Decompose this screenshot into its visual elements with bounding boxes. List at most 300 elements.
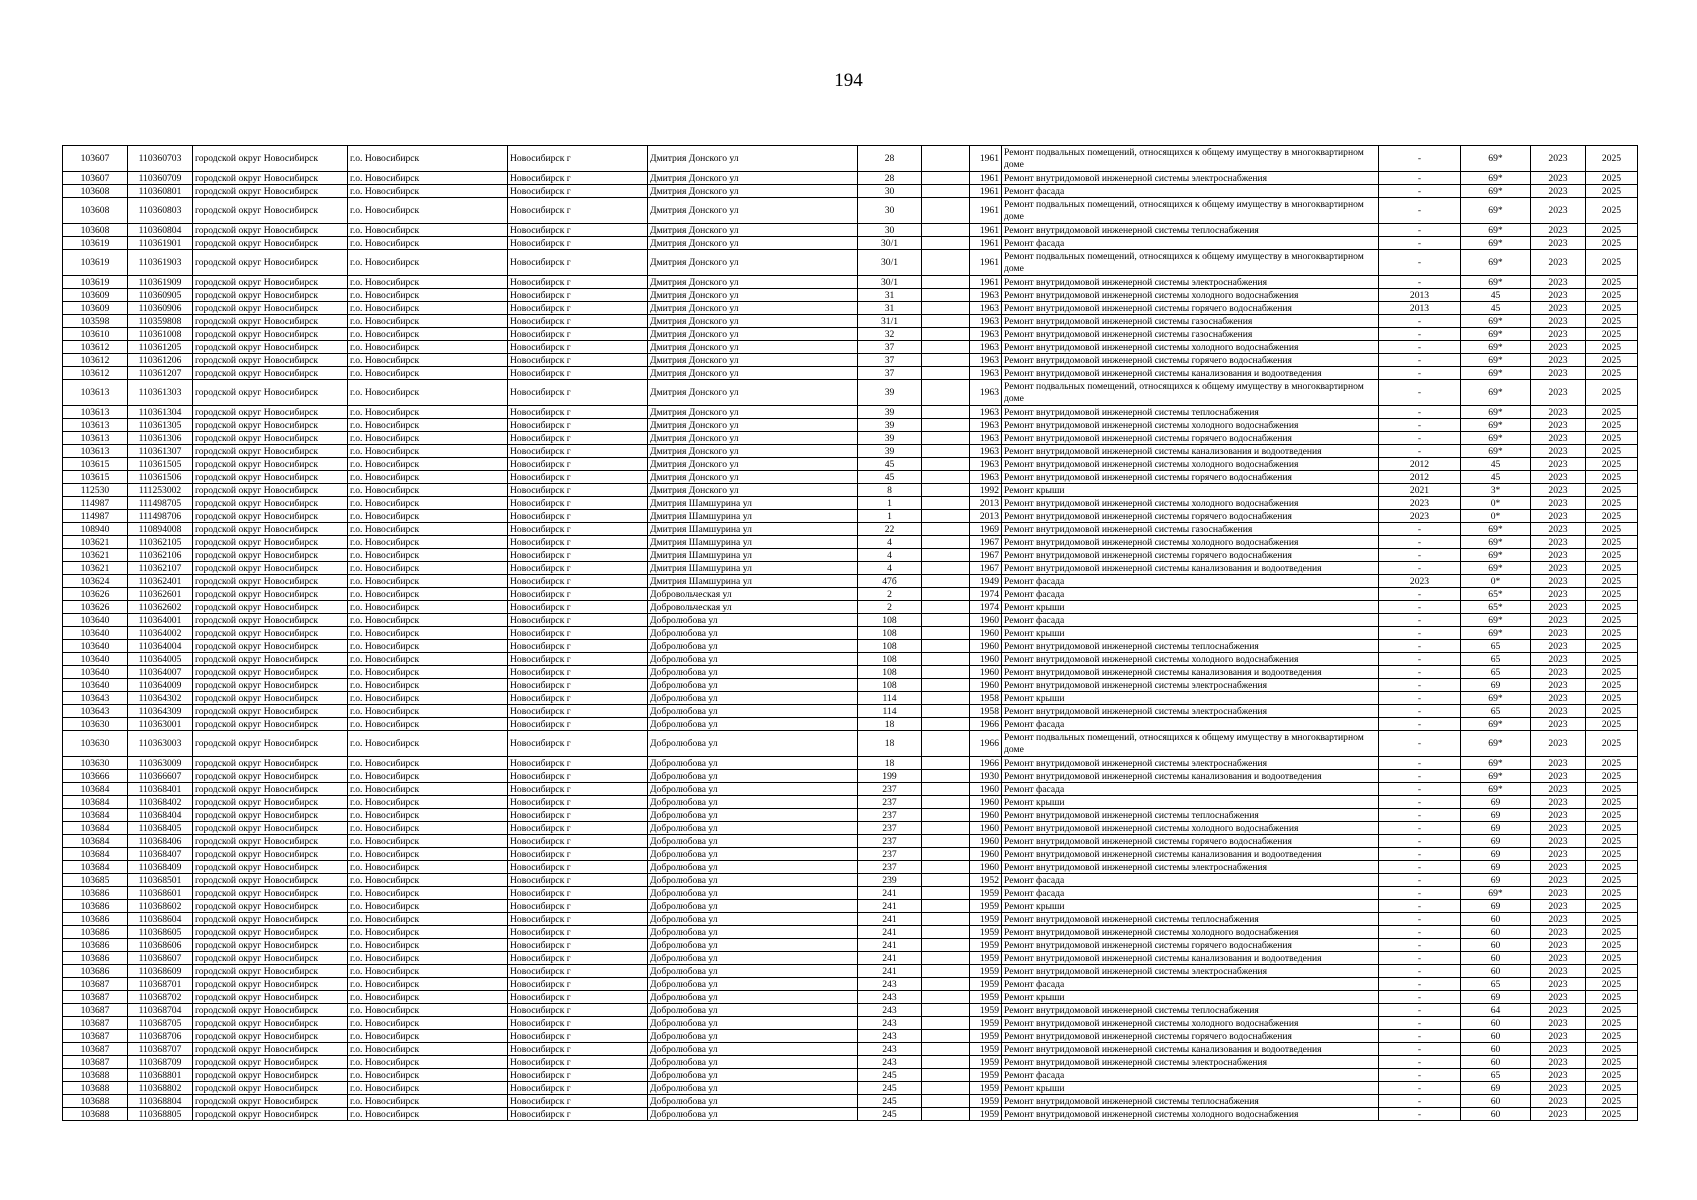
cell-house-id: 103612 (63, 367, 128, 380)
cell-plan-start: 2023 (1531, 1082, 1586, 1095)
cell-house-number: 39 (858, 432, 922, 445)
cell-street: Дмитрия Донского ул (648, 445, 858, 458)
cell-plan-start: 2023 (1531, 380, 1586, 406)
cell-wear: 69* (1461, 224, 1531, 237)
cell-street: Добролюбова ул (648, 796, 858, 809)
cell-house-number: 243 (858, 991, 922, 1004)
cell-house-id: 103619 (63, 276, 128, 289)
cell-house-id: 103688 (63, 1069, 128, 1082)
cell-year-built: 1963 (970, 367, 1002, 380)
cell-street: Добролюбова ул (648, 874, 858, 887)
cell-plan-end: 2025 (1586, 705, 1638, 718)
cell-blank (922, 1043, 970, 1056)
cell-house-number: 245 (858, 1095, 922, 1108)
cell-work-type: Ремонт крыши (1002, 627, 1379, 640)
cell-plan-end: 2025 (1586, 1108, 1638, 1121)
cell-house-number: 30 (858, 185, 922, 198)
cell-work-type: Ремонт фасада (1002, 718, 1379, 731)
cell-work-id: 110368402 (128, 796, 193, 809)
cell-locality: Новосибирск г (508, 1056, 648, 1069)
cell-house-id: 103640 (63, 640, 128, 653)
cell-year-built: 1960 (970, 861, 1002, 874)
cell-plan-end: 2025 (1586, 484, 1638, 497)
cell-municipality: городской округ Новосибирск (193, 146, 348, 172)
cell-house-id: 103613 (63, 406, 128, 419)
table-row (63, 276, 1638, 289)
cell-plan-start: 2023 (1531, 510, 1586, 523)
cell-work-type: Ремонт подвальных помещений, относящихся к общему имуществу в многоквартирном доме (1002, 380, 1379, 406)
cell-municipality: городской округ Новосибирск (193, 978, 348, 991)
table-row (63, 406, 1638, 419)
cell-municipality: городской округ Новосибирск (193, 757, 348, 770)
cell-plan-end: 2025 (1586, 1030, 1638, 1043)
cell-wear: 65 (1461, 705, 1531, 718)
cell-last-repair: - (1379, 1043, 1461, 1056)
cell-wear: 69* (1461, 432, 1531, 445)
cell-blank (922, 471, 970, 484)
cell-last-repair: - (1379, 1069, 1461, 1082)
cell-municipal-unit: г.о. Новосибирск (348, 653, 508, 666)
cell-last-repair: 2023 (1379, 575, 1461, 588)
cell-plan-end: 2025 (1586, 1004, 1638, 1017)
cell-house-number: 30 (858, 224, 922, 237)
cell-house-number: 241 (858, 913, 922, 926)
cell-wear: 0* (1461, 497, 1531, 510)
cell-year-built: 1963 (970, 406, 1002, 419)
table-row (63, 705, 1638, 718)
cell-blank (922, 1017, 970, 1030)
cell-wear: 69* (1461, 549, 1531, 562)
cell-street: Добролюбова ул (648, 783, 858, 796)
cell-locality: Новосибирск г (508, 458, 648, 471)
cell-municipal-unit: г.о. Новосибирск (348, 796, 508, 809)
cell-municipality: городской округ Новосибирск (193, 991, 348, 1004)
cell-municipality: городской округ Новосибирск (193, 458, 348, 471)
cell-house-number: 245 (858, 1082, 922, 1095)
cell-plan-end: 2025 (1586, 185, 1638, 198)
cell-work-id: 110368604 (128, 913, 193, 926)
cell-wear: 69* (1461, 237, 1531, 250)
table-row (63, 822, 1638, 835)
cell-street: Добролюбова ул (648, 653, 858, 666)
cell-work-id: 110368609 (128, 965, 193, 978)
cell-locality: Новосибирск г (508, 991, 648, 1004)
cell-municipal-unit: г.о. Новосибирск (348, 1004, 508, 1017)
table-row (63, 679, 1638, 692)
cell-wear: 69* (1461, 562, 1531, 575)
cell-plan-start: 2023 (1531, 523, 1586, 536)
cell-last-repair: - (1379, 887, 1461, 900)
cell-municipal-unit: г.о. Новосибирск (348, 809, 508, 822)
cell-municipality: городской округ Новосибирск (193, 341, 348, 354)
cell-plan-start: 2023 (1531, 1030, 1586, 1043)
cell-last-repair: - (1379, 848, 1461, 861)
page-number: 194 (834, 70, 863, 91)
cell-plan-end: 2025 (1586, 731, 1638, 757)
cell-house-number: 243 (858, 1056, 922, 1069)
cell-blank (922, 289, 970, 302)
cell-house-id: 103686 (63, 913, 128, 926)
cell-wear: 69* (1461, 315, 1531, 328)
cell-street: Добролюбова ул (648, 887, 858, 900)
cell-work-id: 110364004 (128, 640, 193, 653)
cell-locality: Новосибирск г (508, 1043, 648, 1056)
cell-wear: 69* (1461, 146, 1531, 172)
cell-work-type: Ремонт внутридомовой инженерной системы холодного водоснабжения (1002, 497, 1379, 510)
cell-plan-end: 2025 (1586, 1095, 1638, 1108)
cell-street: Дмитрия Донского ул (648, 458, 858, 471)
cell-locality: Новосибирск г (508, 1082, 648, 1095)
cell-last-repair: 2023 (1379, 510, 1461, 523)
cell-work-type: Ремонт внутридомовой инженерной системы горячего водоснабжения (1002, 510, 1379, 523)
cell-street: Добролюбова ул (648, 627, 858, 640)
cell-wear: 69* (1461, 198, 1531, 224)
cell-year-built: 1969 (970, 523, 1002, 536)
cell-municipal-unit: г.о. Новосибирск (348, 588, 508, 601)
cell-municipality: городской округ Новосибирск (193, 172, 348, 185)
cell-house-number: 18 (858, 731, 922, 757)
cell-locality: Новосибирск г (508, 666, 648, 679)
cell-house-id: 103687 (63, 1043, 128, 1056)
cell-house-number: 4 (858, 536, 922, 549)
cell-street: Добролюбова ул (648, 757, 858, 770)
table-row (63, 549, 1638, 562)
cell-municipal-unit: г.о. Новосибирск (348, 562, 508, 575)
cell-street: Добролюбова ул (648, 614, 858, 627)
cell-house-number: 243 (858, 1043, 922, 1056)
cell-plan-start: 2023 (1531, 796, 1586, 809)
cell-blank (922, 146, 970, 172)
cell-locality: Новосибирск г (508, 445, 648, 458)
cell-locality: Новосибирск г (508, 419, 648, 432)
cell-plan-end: 2025 (1586, 835, 1638, 848)
cell-municipality: городской округ Новосибирск (193, 1108, 348, 1121)
cell-street: Добролюбова ул (648, 939, 858, 952)
cell-municipality: городской округ Новосибирск (193, 445, 348, 458)
cell-wear: 69* (1461, 523, 1531, 536)
cell-plan-start: 2023 (1531, 250, 1586, 276)
cell-work-type: Ремонт внутридомовой инженерной системы электроснабжения (1002, 861, 1379, 874)
cell-house-number: 47б (858, 575, 922, 588)
cell-work-type: Ремонт фасада (1002, 614, 1379, 627)
cell-blank (922, 1056, 970, 1069)
cell-last-repair: - (1379, 783, 1461, 796)
cell-municipal-unit: г.о. Новосибирск (348, 1082, 508, 1095)
cell-municipality: городской округ Новосибирск (193, 380, 348, 406)
cell-house-id: 103684 (63, 822, 128, 835)
cell-house-id: 103626 (63, 601, 128, 614)
table-row (63, 198, 1638, 224)
cell-work-id: 110360906 (128, 302, 193, 315)
cell-locality: Новосибирск г (508, 887, 648, 900)
cell-street: Дмитрия Донского ул (648, 276, 858, 289)
cell-work-type: Ремонт внутридомовой инженерной системы теплоснабжения (1002, 406, 1379, 419)
cell-last-repair: - (1379, 679, 1461, 692)
cell-street: Добролюбова ул (648, 848, 858, 861)
cell-municipality: городской округ Новосибирск (193, 913, 348, 926)
cell-municipal-unit: г.о. Новосибирск (348, 224, 508, 237)
cell-locality: Новосибирск г (508, 718, 648, 731)
cell-locality: Новосибирск г (508, 1095, 648, 1108)
table-row (63, 887, 1638, 900)
cell-wear: 65 (1461, 653, 1531, 666)
cell-house-id: 103686 (63, 952, 128, 965)
cell-street: Добролюбова ул (648, 978, 858, 991)
cell-wear: 69 (1461, 874, 1531, 887)
cell-blank (922, 1095, 970, 1108)
cell-municipality: городской округ Новосибирск (193, 484, 348, 497)
cell-street: Добролюбова ул (648, 965, 858, 978)
cell-municipal-unit: г.о. Новосибирск (348, 887, 508, 900)
cell-plan-start: 2023 (1531, 627, 1586, 640)
cell-house-id: 103687 (63, 1004, 128, 1017)
cell-house-id: 103687 (63, 978, 128, 991)
cell-plan-start: 2023 (1531, 1017, 1586, 1030)
cell-house-id: 103640 (63, 627, 128, 640)
cell-house-id: 103613 (63, 380, 128, 406)
cell-last-repair: - (1379, 276, 1461, 289)
cell-plan-start: 2023 (1531, 731, 1586, 757)
cell-wear: 69* (1461, 887, 1531, 900)
cell-work-type: Ремонт внутридомовой инженерной системы холодного водоснабжения (1002, 653, 1379, 666)
cell-plan-start: 2023 (1531, 1043, 1586, 1056)
cell-year-built: 1966 (970, 718, 1002, 731)
cell-municipality: городской округ Новосибирск (193, 562, 348, 575)
cell-house-number: 241 (858, 887, 922, 900)
cell-house-number: 37 (858, 354, 922, 367)
cell-year-built: 1960 (970, 809, 1002, 822)
cell-year-built: 1963 (970, 289, 1002, 302)
cell-house-id: 103687 (63, 1030, 128, 1043)
cell-municipality: городской округ Новосибирск (193, 601, 348, 614)
cell-year-built: 1960 (970, 627, 1002, 640)
cell-blank (922, 1004, 970, 1017)
cell-year-built: 1960 (970, 835, 1002, 848)
cell-municipality: городской округ Новосибирск (193, 1056, 348, 1069)
cell-plan-start: 2023 (1531, 289, 1586, 302)
cell-blank (922, 224, 970, 237)
cell-blank (922, 172, 970, 185)
cell-blank (922, 497, 970, 510)
cell-plan-start: 2023 (1531, 718, 1586, 731)
cell-locality: Новосибирск г (508, 861, 648, 874)
cell-house-number: 31 (858, 289, 922, 302)
cell-blank (922, 484, 970, 497)
cell-year-built: 2013 (970, 497, 1002, 510)
cell-municipal-unit: г.о. Новосибирск (348, 692, 508, 705)
cell-work-id: 110361505 (128, 458, 193, 471)
cell-locality: Новосибирск г (508, 1004, 648, 1017)
cell-last-repair: - (1379, 1030, 1461, 1043)
cell-work-type: Ремонт внутридомовой инженерной системы теплоснабжения (1002, 913, 1379, 926)
cell-plan-start: 2023 (1531, 1095, 1586, 1108)
cell-last-repair: - (1379, 614, 1461, 627)
cell-house-id: 103621 (63, 549, 128, 562)
cell-year-built: 1959 (970, 1004, 1002, 1017)
cell-blank (922, 458, 970, 471)
table-row (63, 484, 1638, 497)
cell-year-built: 1958 (970, 692, 1002, 705)
table-row (63, 1056, 1638, 1069)
cell-locality: Новосибирск г (508, 575, 648, 588)
cell-house-id: 103613 (63, 432, 128, 445)
cell-last-repair: - (1379, 666, 1461, 679)
cell-municipal-unit: г.о. Новосибирск (348, 822, 508, 835)
cell-work-type: Ремонт внутридомовой инженерной системы горячего водоснабжения (1002, 835, 1379, 848)
cell-wear: 69* (1461, 367, 1531, 380)
table-row (63, 185, 1638, 198)
cell-municipality: городской округ Новосибирск (193, 367, 348, 380)
cell-house-id: 103626 (63, 588, 128, 601)
cell-work-type: Ремонт фасада (1002, 575, 1379, 588)
cell-plan-end: 2025 (1586, 419, 1638, 432)
table-row (63, 1095, 1638, 1108)
cell-last-repair: - (1379, 146, 1461, 172)
cell-house-number: 2 (858, 588, 922, 601)
cell-locality: Новосибирск г (508, 289, 648, 302)
cell-work-id: 110368601 (128, 887, 193, 900)
cell-blank (922, 679, 970, 692)
cell-last-repair: - (1379, 874, 1461, 887)
cell-last-repair: - (1379, 536, 1461, 549)
cell-plan-start: 2023 (1531, 406, 1586, 419)
table-row (63, 952, 1638, 965)
cell-house-number: 18 (858, 757, 922, 770)
cell-house-id: 103640 (63, 679, 128, 692)
cell-work-type: Ремонт внутридомовой инженерной системы канализования и водоотведения (1002, 367, 1379, 380)
cell-work-type: Ремонт фасада (1002, 1069, 1379, 1082)
cell-work-id: 110368406 (128, 835, 193, 848)
cell-work-type: Ремонт внутридомовой инженерной системы горячего водоснабжения (1002, 432, 1379, 445)
cell-work-type: Ремонт крыши (1002, 484, 1379, 497)
cell-work-type: Ремонт внутридомовой инженерной системы теплоснабжения (1002, 1004, 1379, 1017)
cell-year-built: 1949 (970, 575, 1002, 588)
cell-blank (922, 328, 970, 341)
cell-municipality: городской округ Новосибирск (193, 835, 348, 848)
cell-blank (922, 809, 970, 822)
cell-last-repair: 2012 (1379, 471, 1461, 484)
cell-street: Добролюбова ул (648, 666, 858, 679)
cell-street: Добролюбова ул (648, 861, 858, 874)
cell-wear: 69* (1461, 380, 1531, 406)
cell-plan-start: 2023 (1531, 432, 1586, 445)
table-row (63, 601, 1638, 614)
cell-blank (922, 562, 970, 575)
cell-street: Дмитрия Донского ул (648, 146, 858, 172)
cell-municipality: городской округ Новосибирск (193, 614, 348, 627)
cell-year-built: 1960 (970, 822, 1002, 835)
cell-year-built: 1960 (970, 614, 1002, 627)
cell-blank (922, 302, 970, 315)
cell-municipal-unit: г.о. Новосибирск (348, 1056, 508, 1069)
cell-year-built: 1960 (970, 796, 1002, 809)
cell-work-type: Ремонт подвальных помещений, относящихся к общему имуществу в многоквартирном доме (1002, 198, 1379, 224)
cell-blank (922, 757, 970, 770)
cell-blank (922, 575, 970, 588)
cell-work-id: 110368702 (128, 991, 193, 1004)
cell-street: Дмитрия Шамшурина ул (648, 510, 858, 523)
cell-locality: Новосибирск г (508, 315, 648, 328)
cell-municipality: городской округ Новосибирск (193, 874, 348, 887)
cell-plan-end: 2025 (1586, 549, 1638, 562)
cell-last-repair: - (1379, 913, 1461, 926)
cell-work-id: 110360709 (128, 172, 193, 185)
cell-plan-end: 2025 (1586, 224, 1638, 237)
cell-house-number: 237 (858, 835, 922, 848)
cell-blank (922, 939, 970, 952)
cell-plan-end: 2025 (1586, 445, 1638, 458)
cell-work-type: Ремонт внутридомовой инженерной системы канализования и водоотведения (1002, 848, 1379, 861)
cell-house-id: 103608 (63, 224, 128, 237)
cell-plan-end: 2025 (1586, 796, 1638, 809)
cell-plan-start: 2023 (1531, 172, 1586, 185)
cell-street: Дмитрия Донского ул (648, 406, 858, 419)
cell-wear: 69* (1461, 627, 1531, 640)
cell-municipal-unit: г.о. Новосибирск (348, 471, 508, 484)
cell-work-type: Ремонт внутридомовой инженерной системы канализования и водоотведения (1002, 1043, 1379, 1056)
cell-year-built: 1963 (970, 302, 1002, 315)
cell-plan-end: 2025 (1586, 770, 1638, 783)
cell-locality: Новосибирск г (508, 614, 648, 627)
cell-street: Добролюбова ул (648, 1043, 858, 1056)
cell-municipal-unit: г.о. Новосибирск (348, 575, 508, 588)
cell-work-id: 110361903 (128, 250, 193, 276)
table-row (63, 302, 1638, 315)
cell-wear: 69 (1461, 679, 1531, 692)
cell-wear: 65* (1461, 588, 1531, 601)
cell-last-repair: - (1379, 1004, 1461, 1017)
cell-work-type: Ремонт крыши (1002, 692, 1379, 705)
cell-wear: 69* (1461, 692, 1531, 705)
cell-house-id: 103610 (63, 328, 128, 341)
cell-blank (922, 640, 970, 653)
cell-year-built: 1960 (970, 783, 1002, 796)
cell-plan-end: 2025 (1586, 1082, 1638, 1095)
cell-plan-start: 2023 (1531, 861, 1586, 874)
table-row (63, 926, 1638, 939)
cell-plan-start: 2023 (1531, 991, 1586, 1004)
cell-plan-end: 2025 (1586, 822, 1638, 835)
cell-house-id: 103640 (63, 614, 128, 627)
cell-last-repair: - (1379, 1017, 1461, 1030)
cell-house-number: 241 (858, 952, 922, 965)
cell-house-id: 103684 (63, 809, 128, 822)
cell-work-id: 111498705 (128, 497, 193, 510)
cell-plan-start: 2023 (1531, 185, 1586, 198)
cell-house-id: 103624 (63, 575, 128, 588)
cell-last-repair: - (1379, 718, 1461, 731)
cell-municipality: городской округ Новосибирск (193, 900, 348, 913)
cell-plan-end: 2025 (1586, 315, 1638, 328)
cell-locality: Новосибирск г (508, 926, 648, 939)
cell-plan-end: 2025 (1586, 614, 1638, 627)
cell-municipal-unit: г.о. Новосибирск (348, 250, 508, 276)
cell-municipal-unit: г.о. Новосибирск (348, 835, 508, 848)
cell-work-type: Ремонт внутридомовой инженерной системы горячего водоснабжения (1002, 302, 1379, 315)
cell-street: Дмитрия Донского ул (648, 289, 858, 302)
cell-last-repair: - (1379, 172, 1461, 185)
cell-house-id: 103687 (63, 991, 128, 1004)
cell-house-id: 103686 (63, 926, 128, 939)
cell-work-id: 110368705 (128, 1017, 193, 1030)
cell-blank (922, 315, 970, 328)
cell-street: Дмитрия Шамшурина ул (648, 523, 858, 536)
cell-work-id: 110361304 (128, 406, 193, 419)
cell-house-number: 31 (858, 302, 922, 315)
cell-house-id: 103684 (63, 835, 128, 848)
cell-locality: Новосибирск г (508, 783, 648, 796)
cell-plan-end: 2025 (1586, 328, 1638, 341)
